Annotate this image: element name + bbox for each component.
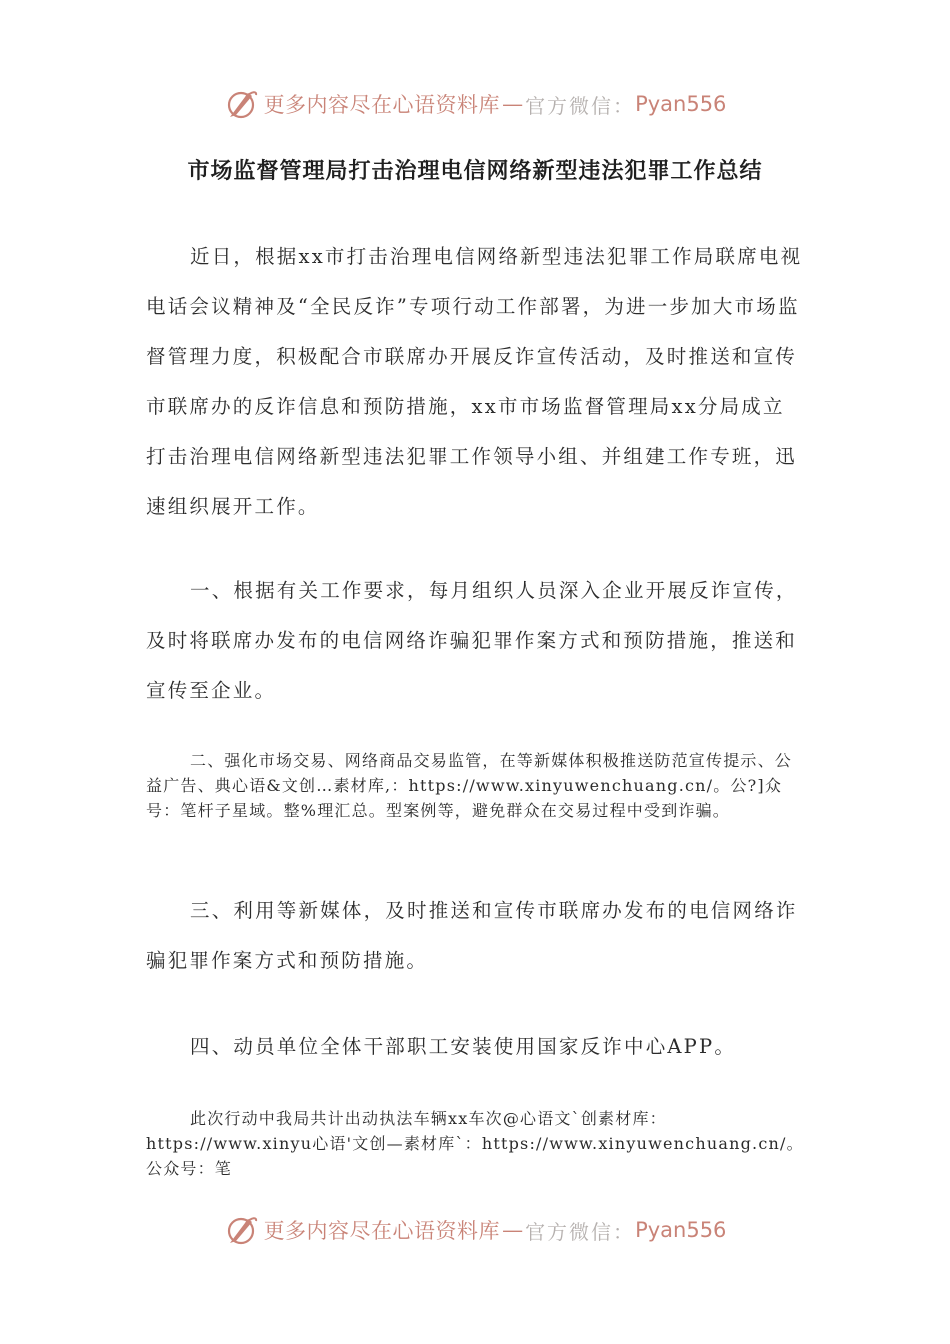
watermark-banner-top — [0, 84, 950, 124]
paragraph-item-1: 一、根据有关工作要求，每月组织人员深入企业开展反诈宣传，及时将联席办发布的电信网络诈骗犯罪作案方式和预防措施，推送和宣传至企业。 — [146, 579, 798, 702]
watermark-wechat-id: Pyan556 — [635, 1218, 727, 1242]
watermark-official: 官方微信： — [525, 1219, 636, 1244]
watermark-text: 更多内容尽在心语资料库 — [263, 1219, 501, 1243]
paragraph-item-3: 三、利用等新媒体，及时推送和宣传市联席办发布的电信网络诈骗犯罪作案方式和预防措施。 — [146, 899, 798, 972]
watermark-dash: — — [502, 1218, 524, 1242]
paragraph-summary: 此次行动中我局共计出动执法车辆xx车次@心语文`创素材库：https://www.xinyu心语'文创—素材库`：https://www.xinyuwenchuang.cn/。公众号：笔 — [146, 1109, 804, 1178]
watermark-wechat-id: Pyan556 — [635, 92, 727, 116]
paragraph-item-2: 二、强化市场交易、网络商品交易监管，在等新媒体积极推送防范宣传提示、公益广告、典心语&文创…素材库,：https://www.xinyuwenchuang.cn/。公?]众号：笔杆子星域。整%理汇总。型案例等，避免群众在交易过程中受到诈骗。 — [146, 751, 793, 820]
watermark-official: 官方微信： — [525, 93, 636, 118]
paragraph-item-4: 四、动员单位全体干部职工安装使用国家反诈中心APP。 — [190, 1035, 737, 1058]
watermark-banner-bottom — [0, 1210, 950, 1250]
paragraph-intro: 近日，根据xx市打击治理电信网络新型违法犯罪工作局联席电视电话会议精神及“全民反诈”专项行动工作部署，为进一步加大市场监督管理力度，积极配合市联席办开展反诈宣传活动，及时推送和宣传市联席办的反诈信息和预防措施，xx市市场监督管理局xx分局成立打击治理电信网络新型违法犯罪工作领导小组、并组建工作专班，迅速组织展开工作。 — [146, 245, 803, 518]
watermark-dash: — — [502, 92, 524, 116]
quill-logo-icon — [224, 87, 258, 121]
quill-logo-icon — [224, 1213, 258, 1247]
document-title: 市场监督管理局打击治理电信网络新型违法犯罪工作总结 — [187, 159, 763, 184]
watermark-text: 更多内容尽在心语资料库 — [263, 93, 501, 117]
